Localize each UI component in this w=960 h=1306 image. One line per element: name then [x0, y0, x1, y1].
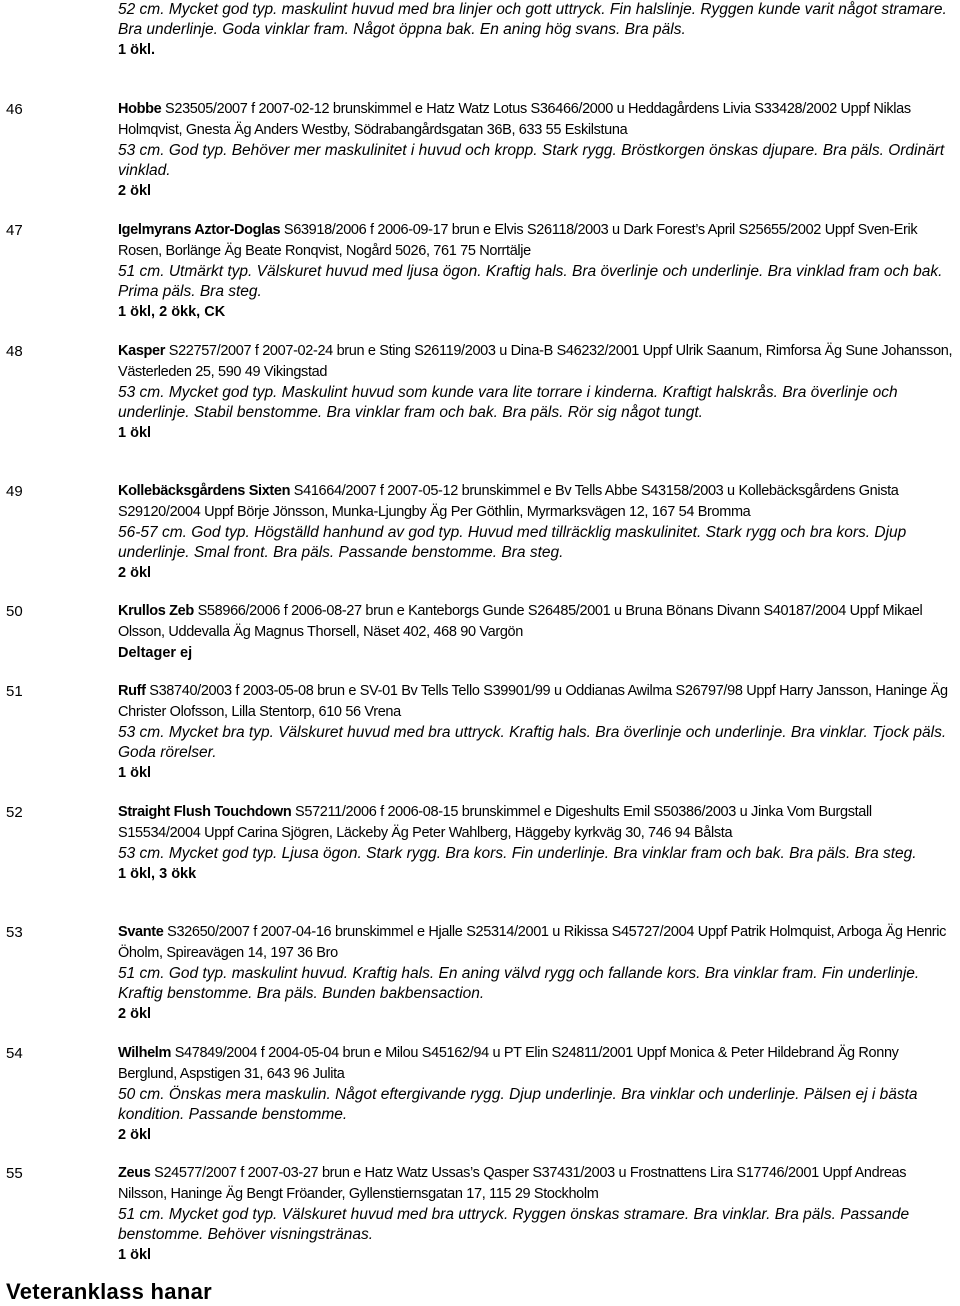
entry-details: S41664/2007 f 2007-05-12 brunskimmel e Bv Tells Abbe S43158/2003 u Kollebäcksgårdens Gnista S29120/2004 Uppf Börje Jönsson, Munka-Ljungby Äg Per Göthlin, Myrmarksvägen 12, 167 54 Bromma	[118, 483, 899, 520]
entry-details: S47849/2004 f 2004-05-04 brun e Milou S45162/94 u PT Elin S24811/2001 Uppf Monica & Peter Hildebrand Äg Ronny Berglund, Aspstigen 31, 643 96 Julita	[118, 1045, 899, 1082]
section-heading: Veteranklass hanar	[6, 1279, 212, 1304]
entry-critique: 53 cm. Mycket god typ. Ljusa ögon. Stark rygg. Bra kors. Fin underlinje. Bra vinklar fram och bak. Bra päls. Bra steg.	[118, 845, 917, 862]
entry-body	[118, 802, 956, 884]
entry-critique: 50 cm. Önskas mera maskulin. Något eftergivande rygg. Djup underlinje. Bra vinklar och underlinje. Pälsen ej i bästa kondition. Passande benstomme.	[118, 1086, 918, 1123]
entry-details: S58966/2006 f 2006-08-27 brun e Kanteborgs Gunde S26485/2001 u Bruna Bönans Divann S40187/2004 Uppf Mikael Olsson, Uddevalla Äg Magnus Thorsell, Näset 402, 468 90 Vargön	[118, 603, 923, 640]
entry-info	[118, 99, 956, 141]
entry-info	[118, 922, 956, 964]
continuation-block	[118, 0, 956, 60]
entry-body	[118, 1163, 956, 1265]
dog-name: Hobbe	[118, 101, 162, 117]
entry-number: 49	[6, 483, 23, 500]
entry-award: 2 ökl	[118, 183, 152, 199]
entry-body	[118, 601, 956, 663]
entry-details: S23505/2007 f 2007-02-12 brunskimmel e Hatz Watz Lotus S36466/2000 u Heddagårdens Livia S33428/2002 Uppf Niklas Holmqvist, Gnesta Äg Anders Westby, Södrabangårdsgatan 36B, 633 55 Eskilstuna	[118, 101, 911, 138]
entry-award: 2 ökl	[118, 565, 152, 581]
entry-details: S63918/2006 f 2006-09-17 brun e Elvis S26118/2003 u Dark Forest’s April S25655/2002 Uppf Sven-Erik Rosen, Borlänge Äg Beate Ronqvist, Nogård 5026, 761 75 Norrtälje	[118, 222, 918, 259]
entry-number: 51	[6, 683, 23, 700]
entry-info	[118, 802, 956, 844]
entry-info	[118, 481, 956, 523]
entry-info	[118, 1163, 956, 1205]
dog-name: Kollebäcksgårdens Sixten	[118, 483, 291, 499]
entry-body	[118, 681, 956, 783]
entry-award: 1 ökl	[118, 425, 152, 441]
dog-name: Igelmyrans Aztor-Doglas	[118, 222, 281, 238]
entry-details: S24577/2007 f 2007-03-27 brun e Hatz Watz Ussas’s Qasper S37431/2003 u Frostnattens Lira S17746/2001 Uppf Andreas Nilsson, Haninge Äg Bengt Fröander, Gyllenstiernsgatan 17, 115 29 Stockholm	[118, 1165, 907, 1202]
entry-number: 54	[6, 1045, 23, 1062]
entry-body	[118, 341, 956, 443]
continuation-critique: 52 cm. Mycket god typ. maskulint huvud med bra linjer och gott uttryck. Fin halslinje. Ryggen kunde varit något stramare. Bra underlinje. Goda vinklar fram. Något öppna bak. En aning hög svans. Bra päls.	[118, 1, 947, 38]
entry-details: S38740/2003 f 2003-05-08 brun e SV-01 Bv Tells Tello S39901/99 u Oddianas Awilma S26797/98 Uppf Harry Jansson, Haninge Äg Christer Olofsson, Lilla Stentorp, 610 56 Vrena	[118, 683, 948, 720]
entry-award: 2 ökl	[118, 1127, 152, 1143]
entry-number: 53	[6, 924, 23, 941]
entry-award: 1 ökl, 2 ökk, CK	[118, 304, 226, 320]
entry-critique: 53 cm. God typ. Behöver mer maskulinitet i huvud och kropp. Stark rygg. Bröstkorgen önskas djupare. Bra päls. Ordinärt vinklad.	[118, 142, 945, 179]
entry-award: 1 ökl	[118, 1247, 152, 1263]
entry-award: 1 ökl	[118, 765, 152, 781]
entry-critique: 53 cm. Mycket bra typ. Välskuret huvud med bra uttryck. Kraftig hals. Bra överlinje och underlinje. Bra vinklar. Tjock päls. Goda rörelser.	[118, 724, 947, 761]
entry-details: S22757/2007 f 2007-02-24 brun e Sting S26119/2003 u Dina-B S46232/2001 Uppf Ulrik Saanum, Rimforsa Äg Sune Johansson, Västerleden 25, 590 49 Vikingstad	[118, 343, 953, 380]
entry-body	[118, 922, 956, 1024]
entry-critique: 56-57 cm. God typ. Högställd hanhund av god typ. Huvud med tillräcklig maskulinitet. Stark rygg och bra kors. Djup underlinje. Smal front. Bra päls. Passande benstomme. Bra steg.	[118, 524, 907, 561]
entry-details: S57211/2006 f 2006-08-15 brunskimmel e Digeshults Emil S50386/2003 u Jinka Vom Burgstall S15534/2004 Uppf Carina Sjögren, Läckeby Äg Peter Wahlberg, Häggeby kyrkväg 30, 746 94 Bålsta	[118, 804, 872, 841]
entry-info	[118, 601, 956, 643]
entry-info	[118, 1043, 956, 1085]
entry-award: 2 ökl	[118, 1006, 152, 1022]
continuation-award: 1 ökl.	[118, 42, 156, 58]
entry-number: 46	[6, 101, 23, 118]
dog-name: Wilhelm	[118, 1045, 172, 1061]
dog-name: Ruff	[118, 683, 146, 699]
entry-critique: 53 cm. Mycket god typ. Maskulint huvud som kunde vara lite torrare i kinderna. Kraftigt halskrås. Bra överlinje och underlinje. Stabil benstomme. Bra vinklar fram och bak. Bra päls. Rör sig något tungt.	[118, 384, 898, 421]
dog-name: Krullos Zeb	[118, 603, 194, 619]
entry-body	[118, 481, 956, 583]
entry-info	[118, 681, 956, 723]
dog-name: Svante	[118, 924, 164, 940]
entry-number: 52	[6, 804, 23, 821]
dog-name: Kasper	[118, 343, 166, 359]
entry-award: Deltager ej	[118, 645, 193, 661]
entry-number: 47	[6, 222, 23, 239]
entry-critique: 51 cm. God typ. maskulint huvud. Kraftig hals. En aning välvd rygg och fallande kors. Bra vinklar fram. Fin underlinje. Kraftig benstomme. Bra päls. Bunden bakbensaction.	[118, 965, 920, 1002]
entry-number: 55	[6, 1165, 23, 1182]
entry-critique: 51 cm. Mycket god typ. Välskuret huvud med bra uttryck. Ryggen önskas stramare. Bra vinklar. Bra päls. Passande benstomme. Behöver visningstränas.	[118, 1206, 910, 1243]
entry-body	[118, 1043, 956, 1145]
entry-body	[118, 220, 956, 322]
dog-name: Straight Flush Touchdown	[118, 804, 292, 820]
dog-name: Zeus	[118, 1165, 151, 1181]
entry-number: 50	[6, 603, 23, 620]
entry-critique: 51 cm. Utmärkt typ. Välskuret huvud med ljusa ögon. Kraftig hals. Bra överlinje och underlinje. Bra vinklad fram och bak. Prima päls. Bra steg.	[118, 263, 943, 300]
entry-details: S32650/2007 f 2007-04-16 brunskimmel e Hjalle S25314/2001 u Rikissa S45727/2004 Uppf Patrik Holmquist, Arboga Äg Henric Öholm, Spireavägen 14, 197 36 Bro	[118, 924, 947, 961]
entry-info	[118, 220, 956, 262]
entry-body	[118, 99, 956, 201]
entry-number: 48	[6, 343, 23, 360]
entry-info	[118, 341, 956, 383]
entry-award: 1 ökl, 3 ökk	[118, 866, 197, 882]
